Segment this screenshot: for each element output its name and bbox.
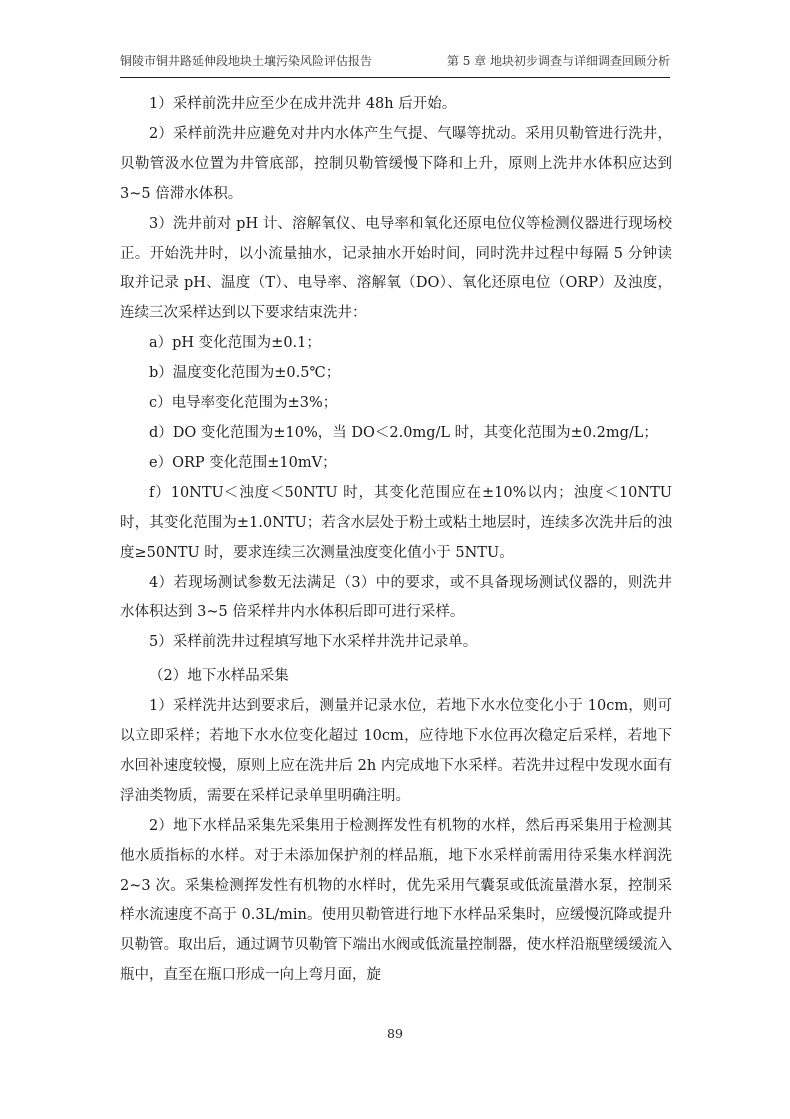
list-item: a）pH 变化范围为±0.1； xyxy=(149,335,321,352)
page-header xyxy=(120,52,670,74)
list-item: d）DO 变化范围为±10%，当 DO＜2.0mg/L 时，其变化范围为±0.2mg/L； xyxy=(149,424,658,441)
report-title: 铜陵市铜井路延伸段地块土壤污染风险评估报告 xyxy=(120,54,373,68)
list-item: c）电导率变化范围为±3%； xyxy=(149,395,338,412)
body-text xyxy=(120,90,672,991)
paragraph: 3）洗井前对 pH 计、溶解氧仪、电导率和氧化还原电位仪等检测仪器进行现场校正。开始洗井时，以小流量抽水，记录抽水开始时间，同时洗井过程中每隔 5 分钟读取并记录 pH、温度（T）、电导率、溶解氧（DO）、氧化还原电位（ORP）及浊度，连续三次采样达到以下要求结束洗井： xyxy=(120,215,672,322)
list-item: b）温度变化范围为±0.5℃； xyxy=(149,365,341,382)
paragraph: 1）采样前洗井应至少在成井洗井 48h 后开始。 xyxy=(149,96,457,112)
section-heading: （2）地下水样品采集 xyxy=(149,668,289,685)
paragraph: 4）若现场测试参数无法满足（3）中的要求，或不具备现场测试仪器的，则洗井水体积达到 3~5 倍采样井内水体积后即可进行采样。 xyxy=(120,574,672,621)
paragraph: 2）采样前洗井应避免对井内水体产生气提、气曝等扰动。采用贝勒管进行洗井，贝勒管汲水位置为井管底部，控制贝勒管缓慢下降和上升，原则上洗井水体积应达到 3~5 倍滞水体积。 xyxy=(120,125,672,202)
paragraph: 2）地下水样品采集先采集用于检测挥发性有机物的水样，然后再采集用于检测其他水质指标的水样。对于未添加保护剂的样品瓶，地下水采样前需用待采集水样润洗 2~3 次。采集检测挥发性有机物的水样时，优先采用气囊泵或低流量潜水泵，控制采样水流速度不高于 0.3L/min。使用贝勒管进行地下水样品采集时，应缓慢沉降或提升贝勒管。取出后，通过调节贝勒管下端出水阀或低流量控制器，使水样沿瓶壁缓缓流入瓶中，直至在瓶口形成一向上弯月面，旋 xyxy=(120,817,672,984)
list-item: e）ORP 变化范围±10mV； xyxy=(149,454,337,471)
page-number: 89 xyxy=(387,1026,403,1041)
list-item: f）10NTU＜浊度＜50NTU 时，其变化范围应在±10%以内；浊度＜10NTU 时，其变化范围为±1.0NTU；若含水层处于粉土或粘土地层时，连续多次洗井后的浊度≥50NTU 时，要求连续三次测量浊度变化值小于 5NTU。 xyxy=(120,484,672,561)
paragraph: 1）采样洗井达到要求后，测量并记录水位，若地下水水位变化小于 10cm，则可以立即采样；若地下水水位变化超过 10cm，应待地下水位再次稳定后采样，若地下水回补速度较慢，原则上应在洗井后 2h 内完成地下水采样。若洗井过程中发现水面有浮油类物质，需要在采样记录单里明确注明。 xyxy=(120,698,672,804)
header-divider xyxy=(120,77,670,78)
paragraph: 5）采样前洗井过程填写地下水采样井洗井记录单。 xyxy=(149,634,478,651)
chapter-title: 第 5 章 地块初步调查与详细调查回顾分析 xyxy=(446,54,670,68)
